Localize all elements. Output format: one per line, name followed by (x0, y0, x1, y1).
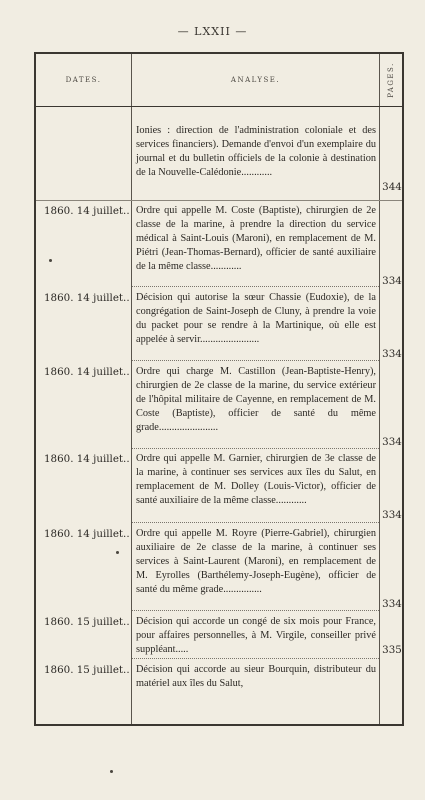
entry-date: 1860. 14 juillet.. (44, 366, 130, 378)
pages-column-rule (379, 54, 380, 724)
row-divider (132, 360, 379, 361)
ink-dot (110, 770, 113, 773)
row-divider (132, 448, 379, 449)
entry-page: 334 (382, 275, 402, 287)
entry-date: 1860. 14 juillet.. (44, 205, 130, 217)
entry-page: 334 (382, 509, 402, 521)
header-dates: DATES. (65, 76, 102, 84)
entry-page: 335 (382, 644, 402, 656)
entry-text: Ionies : direction de l'administration coloniale et des services financiers). Demande d'envoi d'un exemplaire du journal et du bulletin officiels de la colonie à destination de la Nouvelle-Calédonie............ (136, 125, 376, 179)
entry-text: Ordre qui appelle M. Coste (Baptiste), chirurgien de 2e classe de la marine, à prendre la direction du service médical à Saint-Louis (Maroni), en remplacement de M. Piétri (Jean-Thomas-Bernard), officier de santé auxiliaire de la même classe............ (136, 205, 376, 273)
entry-text: Ordre qui charge M. Castillon (Jean-Baptiste-Henry), chirurgien de 2e classe de la marine, du service extérieur de l'hôpital militaire de Cayenne, en remplacement de M. Coste (Baptiste), officier de santé du même grade....................... (136, 366, 376, 434)
row-divider (132, 286, 379, 287)
page-number: — LXXII — (177, 25, 248, 38)
entry-text: Décision qui accorde un congé de six mois pour France, pour affaires personnelles, à M. Virgile, conseiller privé suppléant..... (136, 616, 376, 656)
entry-page: 334 (382, 598, 402, 610)
header-pages (380, 58, 402, 102)
entry-page: 334 (382, 436, 402, 448)
ink-dot (116, 551, 119, 554)
entry-text: Décision qui autorise la sœur Chassie (Eudoxie), de la congrégation de Saint-Joseph de Cluny, à prendre la voie du packet pour se rendre à la Martinique, où elle est appelée à servir....................... (136, 292, 376, 346)
header-pages-label: PAGES. (387, 62, 395, 98)
entry-date: 1860. 15 juillet.. (44, 664, 130, 676)
header-analyse: ANALYSE. (230, 76, 281, 84)
ink-dot (49, 259, 52, 262)
ledger-table (34, 52, 404, 726)
entry-page: 334 (382, 348, 402, 360)
row-divider (132, 658, 379, 659)
entry-page: 344 (382, 181, 402, 193)
entry-date: 1860. 14 juillet.. (44, 528, 130, 540)
row-divider (132, 610, 379, 611)
entry-text: Décision qui accorde au sieur Bourquin, distributeur du matériel aux îles du Salut, (136, 664, 376, 690)
row-divider (36, 200, 402, 201)
entry-date: 1860. 15 juillet.. (44, 616, 130, 628)
row-divider (132, 522, 379, 523)
entry-text: Ordre qui appelle M. Garnier, chirurgien de 3e classe de la marine, à continuer ses services aux îles du Salut, en remplacement de M. Dolley (Louis-Victor), officier de santé auxiliaire de la même classe............ (136, 453, 376, 507)
table-header (36, 54, 402, 107)
entry-date: 1860. 14 juillet.. (44, 453, 130, 465)
entry-date: 1860. 14 juillet.. (44, 292, 130, 304)
entry-text: Ordre qui appelle M. Royre (Pierre-Gabriel), chirurgien auxiliaire de 2e classe de la marine, à continuer ses services à Saint-Laurent (Maroni), en remplacement de M. Eyrolles (Barthélemy-Joseph-Eugène), officier de santé du même grade............... (136, 528, 376, 596)
